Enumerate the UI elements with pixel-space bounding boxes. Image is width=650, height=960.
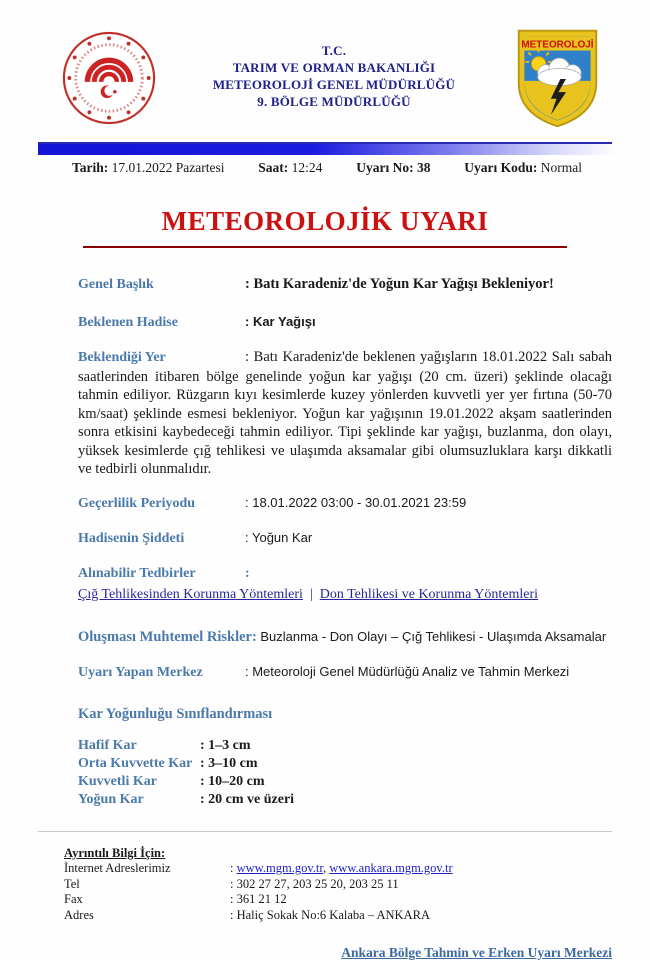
footer-heading: Ayrıntılı Bilgi İçin: [64, 845, 166, 860]
frost-protection-link[interactable]: Don Tehlikesi ve Korunma Yöntemleri [319, 586, 539, 602]
footer-link-separator: , [323, 861, 330, 875]
ankara-forecast-center-link[interactable]: Ankara Bölge Tahmin ve Erken Uyarı Merkezi [341, 945, 612, 960]
field-value: : Batı Karadeniz'de beklenen yağışların 18.01.2022 Salı sabah saatlerinden itibaren bölge genelinde yoğun kar yağışı (20 cm. üzeri) şeklinde olacağı tahmin ediliyor. Rüzgarın kıyı kesimlerde kuzey yönlerden kuvvetli yer yer fırtına (50-70 km/saat) şeklinde esmesi bekleniyor. Yoğun kar yağışının 19.01.2022 akşam saatlerinden sonra etkisini kaybedeceği tahmin ediliyor. Tipi şeklinde kar yağışı, buzlanma, don olayı, yüksek kesimlerde çığ tehlikesi ve ulaşımda aksamalar gibi olumsuzluklara karşı dikkatli ve tedbirli olunmalıdır. [78, 349, 612, 477]
field-genel-baslik [78, 276, 612, 293]
date-value: 17.01.2022 Pazartesi [111, 160, 225, 175]
field-muhtemel-riskler [78, 629, 612, 646]
meta-warning-no [356, 160, 430, 176]
meta-time [258, 160, 322, 176]
row-label: Orta Kuvvette Kar [78, 755, 193, 771]
row-value: : 20 cm ve üzeri [200, 791, 295, 807]
meta-date [72, 160, 225, 176]
warning-no-label: Uyarı No: [356, 160, 414, 175]
warning-code-label: Uyarı Kodu: [464, 160, 538, 175]
footer-label: İnternet Adreslerimiz [64, 861, 171, 875]
footer-colon: : [230, 861, 237, 875]
footer-label: Adres [64, 907, 94, 922]
footer-label: Tel [64, 876, 80, 891]
warning-meta-row [0, 155, 650, 176]
warning-body [0, 276, 650, 809]
table-row [78, 737, 612, 755]
field-uyari-yapan-merkez [78, 664, 612, 681]
header-line-region: 9. BÖLGE MÜDÜRLÜĞÜ [257, 94, 411, 109]
footer-row-internet [64, 861, 612, 876]
date-label: Tarih: [72, 160, 109, 175]
table-row [78, 791, 612, 809]
field-hadisenin-siddeti [78, 530, 612, 547]
meta-warning-code [464, 160, 582, 176]
precaution-links-row [78, 587, 612, 603]
title-underline [83, 246, 567, 248]
footer-value: : Haliç Sokak No:6 Kalaba – ANKARA [230, 907, 430, 922]
footer-label: Fax [64, 892, 83, 906]
avalanche-protection-link[interactable]: Çığ Tehlikesinden Korunma Yöntemleri [78, 586, 303, 602]
warning-no-value: 38 [416, 160, 431, 175]
footer-row-tel [64, 877, 612, 892]
field-label: Uyarı Yapan Merkez [78, 664, 203, 680]
header-line-ministry: TARIM VE ORMAN BAKANLIĞI [232, 60, 436, 75]
field-value: : Batı Karadeniz'de Yoğun Kar Yağışı Bekleniyor! [245, 276, 554, 292]
header-line-tc: T.C. [321, 43, 347, 58]
row-value: : 10–20 cm [200, 773, 265, 789]
snow-classification-heading: Kar Yoğunluğu Sınıflandırması [78, 705, 273, 722]
snow-classification-table [78, 737, 612, 809]
time-value: 12:24 [291, 160, 323, 175]
field-value: : Yoğun Kar [245, 529, 313, 545]
blue-gradient-divider [38, 142, 612, 155]
footer-value: : 302 27 27, 203 25 20, 203 25 11 [230, 876, 399, 891]
field-label: Alınabilir Tedbirler [78, 565, 196, 581]
field-alinabilir-tedbirler [78, 566, 612, 582]
field-value: Buzlanma - Don Olayı – Çığ Tehlikesi - Ulaşımda Aksamalar [260, 628, 607, 644]
field-label: Beklendiği Yer [78, 350, 166, 365]
field-value: : Kar Yağışı [245, 314, 316, 329]
field-colon: : [245, 565, 250, 581]
row-label: Yoğun Kar [78, 791, 144, 807]
meteoroloji-shield-logo-icon [510, 26, 608, 130]
ministry-logo-icon [60, 26, 158, 130]
field-label: Genel Başlık [78, 277, 154, 292]
row-value: : 3–10 cm [200, 755, 258, 771]
field-label: Geçerlilik Periyodu [78, 495, 196, 511]
page-title: METEOROLOJİK UYARI [161, 206, 489, 236]
footer-row-fax [64, 892, 612, 907]
row-value: : 1–3 cm [200, 737, 251, 753]
row-label: Kuvvetli Kar [78, 773, 157, 789]
row-label: Hafif Kar [78, 737, 137, 753]
field-value: : Meteoroloji Genel Müdürlüğü Analiz ve Tahmin Merkezi [245, 663, 570, 679]
time-label: Saat: [258, 160, 289, 175]
footer-row-adres [64, 908, 612, 923]
field-label: Oluşması Muhtemel Riskler: [78, 628, 257, 645]
field-label: Hadisenin Şiddeti [78, 530, 185, 546]
field-gecerlilik-periyodu [78, 495, 612, 512]
footer-value [230, 861, 453, 876]
table-row [78, 755, 612, 773]
ministry-title-block [213, 26, 455, 110]
table-row [78, 773, 612, 791]
warning-code-value: Normal [540, 160, 582, 175]
field-beklendigi-yer [78, 348, 612, 479]
header-line-directorate: METEOROLOJİ GENEL MÜDÜRLÜĞÜ [212, 77, 456, 92]
link-separator: | [309, 586, 313, 602]
footer-contact-block [0, 832, 650, 923]
mgm-website-link[interactable]: www.mgm.gov.tr [236, 861, 324, 875]
bottom-link-row [0, 922, 650, 960]
document-header [0, 0, 650, 130]
ankara-mgm-website-link[interactable]: www.ankara.mgm.gov.tr [329, 861, 453, 875]
field-label: Beklenen Hadise [78, 315, 178, 330]
footer-value: : 361 21 12 [230, 892, 287, 906]
meteoroloji-logo-text: METEOROLOJİ [521, 39, 594, 51]
field-value: : 18.01.2022 03:00 - 30.01.2021 23:59 [245, 494, 467, 510]
field-beklenen-hadise [78, 314, 612, 331]
